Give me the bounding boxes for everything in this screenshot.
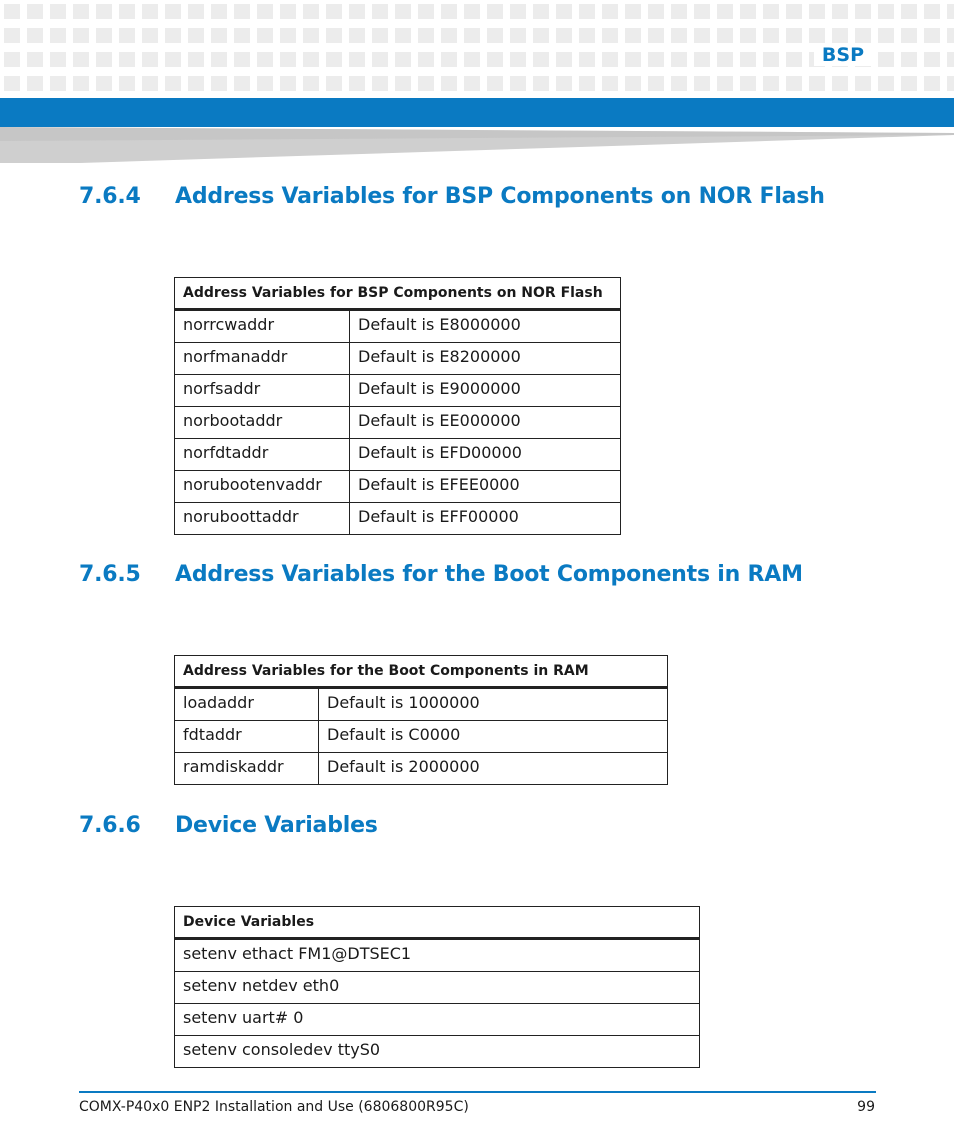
header-dot bbox=[694, 52, 710, 67]
command-cell: setenv uart# 0 bbox=[175, 1004, 700, 1036]
header-dot bbox=[878, 4, 894, 19]
header-dot bbox=[947, 76, 954, 91]
header-dot bbox=[464, 76, 480, 91]
header-dot bbox=[372, 28, 388, 43]
section-heading-766 bbox=[79, 813, 378, 838]
header-dot bbox=[27, 4, 43, 19]
header-dot bbox=[763, 4, 779, 19]
header-dot bbox=[188, 4, 204, 19]
header-dot bbox=[349, 28, 365, 43]
header-dot bbox=[211, 4, 227, 19]
header-dot bbox=[280, 52, 296, 67]
section-number: 7.6.6 bbox=[79, 813, 141, 838]
table-row bbox=[175, 721, 668, 753]
header-dot bbox=[533, 76, 549, 91]
header-dot bbox=[211, 28, 227, 43]
header-dot bbox=[648, 4, 664, 19]
header-dot bbox=[96, 52, 112, 67]
header-dot bbox=[211, 52, 227, 67]
header-dot bbox=[901, 28, 917, 43]
header-dot bbox=[418, 52, 434, 67]
default-value-cell: Default is 1000000 bbox=[319, 688, 668, 721]
header-dot bbox=[119, 4, 135, 19]
header-dot bbox=[50, 52, 66, 67]
header-dot bbox=[625, 28, 641, 43]
header-dot bbox=[855, 4, 871, 19]
header-dot bbox=[142, 4, 158, 19]
header-gray-swoosh bbox=[0, 127, 954, 167]
header-dot bbox=[579, 4, 595, 19]
variable-name-cell: norfdtaddr bbox=[175, 439, 350, 471]
section-number: 7.6.5 bbox=[79, 562, 141, 587]
header-dot bbox=[740, 4, 756, 19]
header-dot bbox=[326, 76, 342, 91]
header-dot bbox=[648, 28, 664, 43]
header-dot bbox=[73, 52, 89, 67]
header-dot bbox=[165, 4, 181, 19]
header-dot bbox=[142, 52, 158, 67]
section-title: Address Variables for the Boot Components in RAM bbox=[175, 562, 803, 587]
command-cell: setenv netdev eth0 bbox=[175, 972, 700, 1004]
header-dot bbox=[717, 28, 733, 43]
table-row bbox=[175, 375, 621, 407]
header-dot bbox=[625, 4, 641, 19]
header-dot bbox=[188, 52, 204, 67]
header-dot bbox=[96, 4, 112, 19]
header-dot bbox=[579, 52, 595, 67]
header-dot bbox=[740, 28, 756, 43]
header-dot bbox=[280, 28, 296, 43]
default-value-cell: Default is E9000000 bbox=[350, 375, 621, 407]
header-dot bbox=[671, 76, 687, 91]
header-dot bbox=[625, 76, 641, 91]
header-dot bbox=[510, 52, 526, 67]
header-dot bbox=[832, 28, 848, 43]
header-dot bbox=[901, 52, 917, 67]
default-value-cell: Default is EFD00000 bbox=[350, 439, 621, 471]
header-dot bbox=[4, 4, 20, 19]
variable-name-cell: norrcwaddr bbox=[175, 310, 350, 343]
header-dot bbox=[901, 76, 917, 91]
header-dot bbox=[441, 76, 457, 91]
header-dot bbox=[924, 28, 940, 43]
header-dot bbox=[73, 76, 89, 91]
header-dot bbox=[234, 52, 250, 67]
header-dot bbox=[533, 52, 549, 67]
header-dot bbox=[142, 28, 158, 43]
header-dot bbox=[441, 28, 457, 43]
header-dot bbox=[188, 76, 204, 91]
header-dot bbox=[73, 4, 89, 19]
header-dot bbox=[418, 28, 434, 43]
header-dot bbox=[786, 28, 802, 43]
header-dot bbox=[280, 4, 296, 19]
header-dot bbox=[211, 76, 227, 91]
default-value-cell: Default is EFEE0000 bbox=[350, 471, 621, 503]
header-dot bbox=[303, 52, 319, 67]
table-header: Address Variables for the Boot Components in RAM bbox=[175, 656, 668, 688]
default-value-cell: Default is 2000000 bbox=[319, 753, 668, 785]
header-dot bbox=[556, 52, 572, 67]
table-row bbox=[175, 972, 700, 1004]
header-dot bbox=[878, 52, 894, 67]
header-dot bbox=[855, 76, 871, 91]
table-row bbox=[175, 939, 700, 972]
header-dot bbox=[464, 52, 480, 67]
header-dot bbox=[763, 28, 779, 43]
table-row bbox=[175, 503, 621, 535]
header-dot bbox=[648, 76, 664, 91]
header-dot bbox=[832, 76, 848, 91]
header-dot bbox=[441, 4, 457, 19]
header-dot bbox=[349, 76, 365, 91]
header-dot bbox=[602, 28, 618, 43]
header-dot bbox=[924, 76, 940, 91]
header-dot bbox=[418, 76, 434, 91]
header-dot bbox=[349, 4, 365, 19]
header-dot bbox=[487, 28, 503, 43]
variable-name-cell: loadaddr bbox=[175, 688, 319, 721]
command-cell: setenv ethact FM1@DTSEC1 bbox=[175, 939, 700, 972]
header-dot bbox=[717, 52, 733, 67]
default-value-cell: Default is E8000000 bbox=[350, 310, 621, 343]
header-dot bbox=[303, 76, 319, 91]
header-dot bbox=[556, 76, 572, 91]
nor-flash-address-table bbox=[174, 277, 621, 535]
header-dot bbox=[740, 76, 756, 91]
header-dot bbox=[533, 4, 549, 19]
header-dot bbox=[487, 4, 503, 19]
header-dot bbox=[165, 52, 181, 67]
header-dot bbox=[648, 52, 664, 67]
header-dot bbox=[487, 52, 503, 67]
header-dot bbox=[855, 28, 871, 43]
footer-document-title: COMX-P40x0 ENP2 Installation and Use (6806800R95C) bbox=[79, 1099, 469, 1115]
header-dot bbox=[257, 4, 273, 19]
header-dot bbox=[372, 4, 388, 19]
header-dot bbox=[395, 4, 411, 19]
section-title: Device Variables bbox=[175, 813, 378, 838]
header-dot bbox=[303, 4, 319, 19]
header-dot bbox=[395, 76, 411, 91]
header-dot bbox=[234, 76, 250, 91]
header-dot bbox=[27, 52, 43, 67]
variable-name-cell: norubootenvaddr bbox=[175, 471, 350, 503]
header-dot bbox=[717, 76, 733, 91]
header-dot bbox=[533, 28, 549, 43]
header-dot bbox=[441, 52, 457, 67]
header-dot bbox=[119, 28, 135, 43]
header-dot bbox=[717, 4, 733, 19]
header-dot bbox=[878, 76, 894, 91]
header-dot bbox=[786, 52, 802, 67]
header-dot bbox=[257, 52, 273, 67]
header-dot bbox=[510, 28, 526, 43]
header-dot bbox=[671, 4, 687, 19]
table-row bbox=[175, 1036, 700, 1068]
default-value-cell: Default is EFF00000 bbox=[350, 503, 621, 535]
header-dot bbox=[556, 28, 572, 43]
header-dot bbox=[418, 4, 434, 19]
header-dot bbox=[119, 52, 135, 67]
header-dot bbox=[165, 76, 181, 91]
header-dot bbox=[4, 52, 20, 67]
variable-name-cell: ramdiskaddr bbox=[175, 753, 319, 785]
header-dot bbox=[257, 28, 273, 43]
variable-name-cell: norfmanaddr bbox=[175, 343, 350, 375]
table-header: Device Variables bbox=[175, 907, 700, 939]
header-dot bbox=[27, 28, 43, 43]
variable-name-cell: norbootaddr bbox=[175, 407, 350, 439]
header-dot bbox=[326, 52, 342, 67]
header-dot bbox=[947, 4, 954, 19]
header-dot bbox=[556, 4, 572, 19]
header-dot bbox=[510, 4, 526, 19]
default-value-cell: Default is EE000000 bbox=[350, 407, 621, 439]
header-dot bbox=[50, 28, 66, 43]
header-dot bbox=[280, 76, 296, 91]
header-dot bbox=[786, 76, 802, 91]
header-dot bbox=[694, 4, 710, 19]
header-dot bbox=[96, 76, 112, 91]
header-dot bbox=[142, 76, 158, 91]
header-dot bbox=[832, 4, 848, 19]
header-dot bbox=[671, 52, 687, 67]
header-dot bbox=[349, 52, 365, 67]
table-row bbox=[175, 1004, 700, 1036]
header-dot bbox=[947, 28, 954, 43]
header-dot bbox=[96, 28, 112, 43]
header-dot bbox=[4, 28, 20, 43]
header-dot bbox=[924, 4, 940, 19]
header-dot bbox=[50, 76, 66, 91]
table-row bbox=[175, 688, 668, 721]
variable-name-cell: fdtaddr bbox=[175, 721, 319, 753]
table-row bbox=[175, 407, 621, 439]
header-dot bbox=[763, 52, 779, 67]
default-value-cell: Default is C0000 bbox=[319, 721, 668, 753]
header-dot bbox=[303, 28, 319, 43]
header-dot bbox=[119, 76, 135, 91]
header-dot bbox=[257, 76, 273, 91]
header-dot bbox=[50, 4, 66, 19]
header-dot bbox=[27, 76, 43, 91]
device-variables-table bbox=[174, 906, 700, 1068]
table-header: Address Variables for BSP Components on NOR Flash bbox=[175, 278, 621, 310]
table-row bbox=[175, 471, 621, 503]
header-dot bbox=[671, 28, 687, 43]
header-dot bbox=[947, 52, 954, 67]
header-dot bbox=[602, 4, 618, 19]
table-row bbox=[175, 439, 621, 471]
ram-boot-address-table bbox=[174, 655, 668, 785]
variable-name-cell: noruboottaddr bbox=[175, 503, 350, 535]
header-dot bbox=[487, 76, 503, 91]
header-dot bbox=[234, 28, 250, 43]
header-dot bbox=[326, 4, 342, 19]
table-row bbox=[175, 753, 668, 785]
header-dot bbox=[878, 28, 894, 43]
footer-divider bbox=[79, 1091, 876, 1093]
header-dot bbox=[326, 28, 342, 43]
header-dot bbox=[809, 4, 825, 19]
header-dot bbox=[625, 52, 641, 67]
header-dot bbox=[372, 76, 388, 91]
header-dot bbox=[694, 76, 710, 91]
header-dot bbox=[234, 4, 250, 19]
header-dot bbox=[188, 28, 204, 43]
header-dot bbox=[395, 28, 411, 43]
header-dot bbox=[510, 76, 526, 91]
header-blue-band bbox=[0, 98, 954, 127]
header-dot-pattern bbox=[4, 4, 954, 96]
header-dot bbox=[579, 28, 595, 43]
table-row bbox=[175, 310, 621, 343]
header-dot bbox=[901, 4, 917, 19]
section-title: Address Variables for BSP Components on NOR Flash bbox=[175, 184, 825, 209]
header-dot bbox=[395, 52, 411, 67]
header-dot bbox=[694, 28, 710, 43]
header-dot bbox=[763, 76, 779, 91]
header-dot bbox=[372, 52, 388, 67]
header-dot bbox=[786, 4, 802, 19]
header-dot bbox=[464, 28, 480, 43]
section-heading-764 bbox=[79, 184, 825, 209]
header-dot bbox=[579, 76, 595, 91]
variable-name-cell: norfsaddr bbox=[175, 375, 350, 407]
section-number: 7.6.4 bbox=[79, 184, 141, 209]
section-heading-765 bbox=[79, 562, 803, 587]
table-row bbox=[175, 343, 621, 375]
header-dot bbox=[809, 28, 825, 43]
chapter-label: BSP bbox=[814, 44, 872, 66]
page-number: 99 bbox=[857, 1099, 875, 1115]
header-dot bbox=[4, 76, 20, 91]
header-dot bbox=[602, 52, 618, 67]
header-dot bbox=[73, 28, 89, 43]
header-dot bbox=[924, 52, 940, 67]
header-dot bbox=[165, 28, 181, 43]
header-dot bbox=[602, 76, 618, 91]
default-value-cell: Default is E8200000 bbox=[350, 343, 621, 375]
command-cell: setenv consoledev ttyS0 bbox=[175, 1036, 700, 1068]
header-dot bbox=[809, 76, 825, 91]
header-dot bbox=[464, 4, 480, 19]
header-dot bbox=[740, 52, 756, 67]
